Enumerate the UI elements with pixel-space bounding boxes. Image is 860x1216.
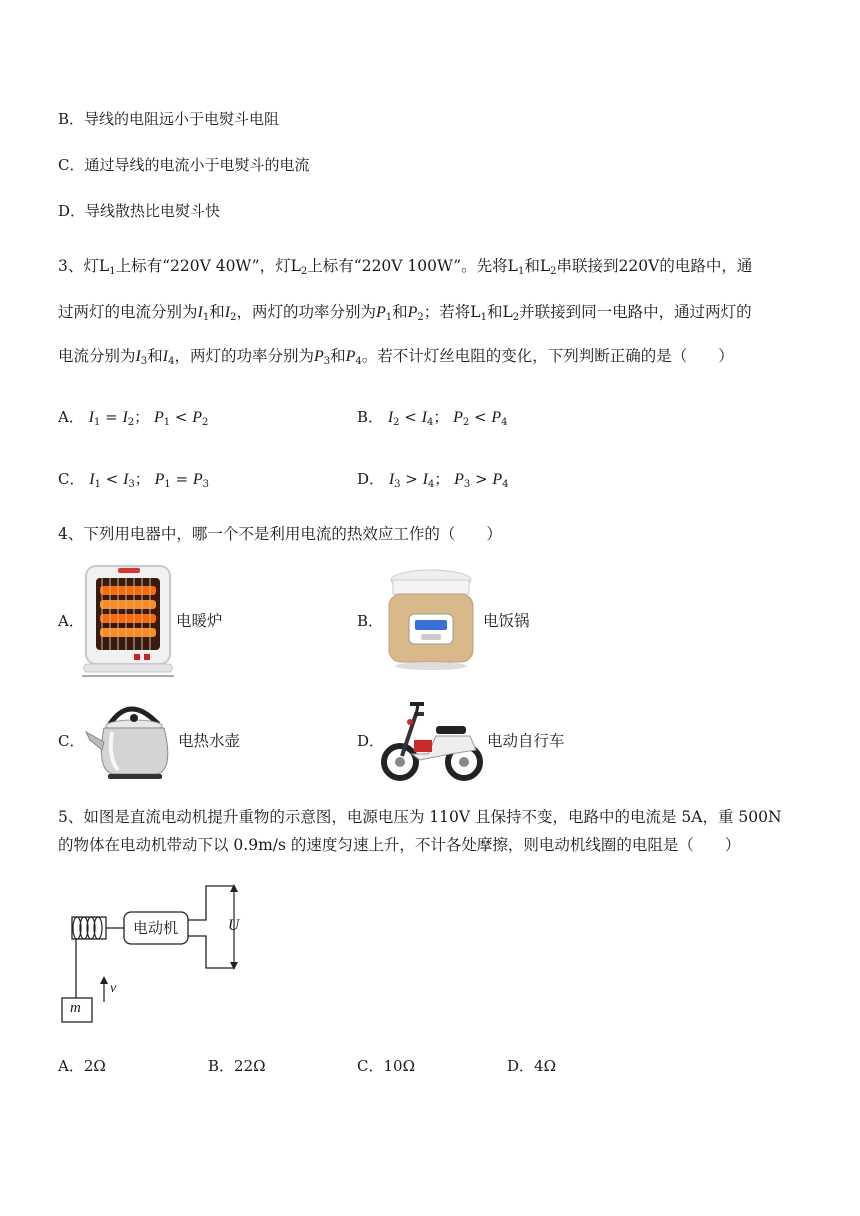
q3-option-a: A． $I_1 = I_2$； $P_1 < P_2$ <box>58 408 209 428</box>
q3-stem-line1: 3、灯$L_1$上标有“220V 40W”，灯$L_2$上标有“220V 100W”。先将$L_1$和$L_2$串联接到220V的电路中，通 <box>58 257 753 277</box>
q4-option-c-label: C． <box>58 732 85 750</box>
q4-option-d-label: D． <box>357 732 385 750</box>
q2-option-d: D．导线散热比电熨斗快 <box>58 202 221 220</box>
voltage-label: U <box>228 917 240 934</box>
electric-heater-image <box>82 562 174 678</box>
q3-option-c: C． $I_1 < I_3$； $P_1 = P_3$ <box>58 470 209 490</box>
q2-option-b: B．导线的电阻远小于电熨斗电阻 <box>58 110 280 128</box>
q5-option-b: B．22Ω <box>208 1057 266 1075</box>
rice-cooker-image <box>383 566 479 672</box>
motor-circuit-diagram <box>58 880 258 1028</box>
q4-option-b-label: B． <box>357 612 384 630</box>
q4-option-a-label: A． <box>58 612 84 630</box>
electric-kettle-image <box>82 698 178 780</box>
q4-stem: 4、下列用电器中，哪一个不是利用电流的热效应工作的（ ） <box>58 525 502 543</box>
velocity-label: v <box>110 981 117 996</box>
q5-stem-line1: 5、如图是直流电动机提升重物的示意图，电源电压为 110V 且保持不变，电路中的电流是 5A，重 500N <box>58 808 782 826</box>
q4-option-b-text: 电饭锅 <box>483 612 530 630</box>
q5-option-c: C．10Ω <box>357 1057 416 1075</box>
mass-label: m <box>70 1000 81 1016</box>
q3-stem-line2: 过两灯的电流分别为$I_1$和$I_2$，两灯的功率分别为$P_1$和$P_2$；若将$L_1$和$L_2$并联接到同一电路中，通过两灯的 <box>58 303 752 323</box>
q4-option-d-text: 电动自行车 <box>487 732 565 750</box>
q5-option-d: D．4Ω <box>507 1057 557 1075</box>
q4-option-c-text: 电热水壶 <box>178 732 241 750</box>
q3-stem-line3: 电流分别为$I_3$和$I_4$，两灯的功率分别为$P_3$和$P_4$。若不计灯丝电阻的变化，下列判断正确的是（ ） <box>58 347 734 367</box>
q2-option-c: C．通过导线的电流小于电熨斗的电流 <box>58 156 310 174</box>
q4-option-a-text: 电暖炉 <box>176 612 223 630</box>
q5-option-a: A．2Ω <box>58 1057 106 1075</box>
q3-option-b: B． $I_2 < I_4$； $P_2 < P_4$ <box>357 408 508 428</box>
q3-option-d: D． $I_3 > I_4$； $P_3 > P_4$ <box>357 470 509 490</box>
motor-label: 电动机 <box>133 919 179 937</box>
q5-stem-line2: 的物体在电动机带动下以 0.9m/s 的速度匀速上升，不计各处摩擦，则电动机线圈的电阻是（ ） <box>58 836 741 854</box>
electric-bicycle-image <box>380 696 484 782</box>
